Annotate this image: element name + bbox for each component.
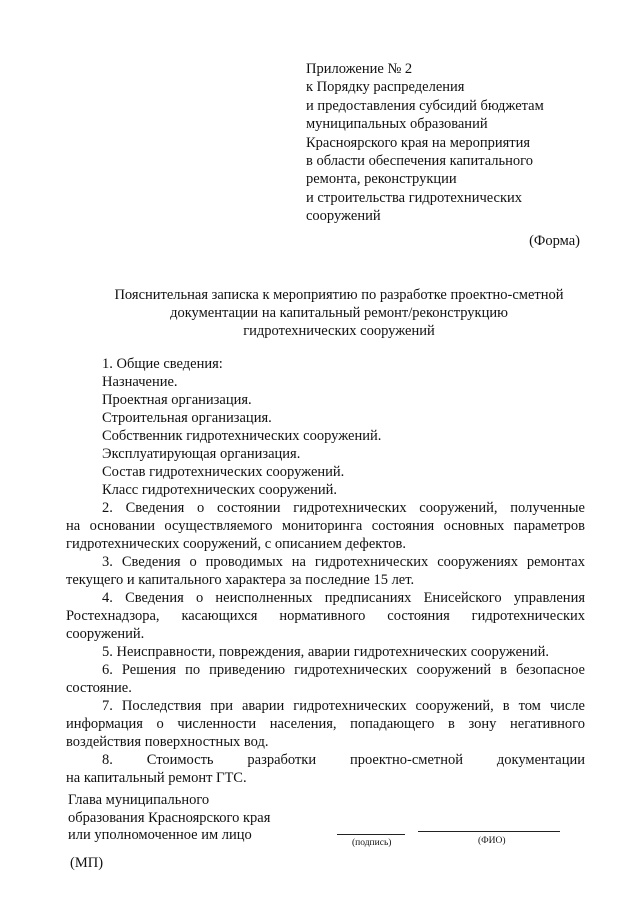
section-item: Строительная организация. — [102, 410, 272, 426]
signatory-line: или уполномоченное им лицо — [68, 827, 252, 843]
paragraph-line: на капитальный ремонт ГТС. — [66, 770, 247, 786]
appendix-line: Приложение № 2 — [306, 61, 413, 77]
stamp-label: (МП) — [70, 855, 104, 871]
section-item: Собственник гидротехнических сооружений. — [102, 428, 382, 444]
section-item: Класс гидротехнических сооружений. — [102, 482, 338, 498]
appendix-line: и предоставления субсидий бюджетам — [306, 97, 544, 114]
signature-caption: (подпись) — [352, 838, 392, 848]
paragraph-line: воздействия поверхностных вод. — [66, 734, 269, 750]
appendix-line: муниципальных образований — [306, 116, 488, 133]
paragraph-line: текущего и капитального характера за последние 15 лет. — [66, 572, 415, 588]
paragraph-line: информация о численности населения, попадающего в зону негативного — [66, 716, 585, 732]
paragraph-line: 8. Стоимость разработки проектно-сметной документации — [102, 752, 585, 768]
appendix-line: и строительства гидротехнических — [306, 189, 523, 206]
signatory-line: Глава муниципального — [68, 792, 210, 808]
paragraph-line: 5. Неисправности, повреждения, аварии гидротехнических сооружений. — [102, 644, 549, 660]
section-item: Проектная организация. — [102, 392, 252, 408]
appendix-line: сооружений — [306, 208, 381, 225]
appendix-block — [306, 60, 544, 226]
appendix-line: ремонта, реконструкции — [306, 171, 457, 188]
title-line: Пояснительная записка к мероприятию по разработке проектно-сметной — [114, 287, 564, 303]
fio-caption: (ФИО) — [478, 836, 506, 846]
section-item: Назначение. — [102, 374, 178, 390]
paragraph-line: 4. Сведения о неисполненных предписаниях Енисейского управления — [102, 590, 585, 606]
signatory-line: образования Красноярского края — [68, 809, 271, 826]
paragraph-line: Ростехнадзора, касающихся нормативного состояния гидротехнических — [66, 608, 585, 624]
paragraph-line: 7. Последствия при аварии гидротехнических сооружений, в том числе — [102, 698, 585, 714]
signature-line — [337, 834, 405, 835]
section-item: Эксплуатирующая организация. — [102, 446, 301, 462]
appendix-line: в области обеспечения капитального — [306, 153, 533, 170]
paragraph-line: 6. Решения по приведению гидротехнических сооружений в безопасное — [102, 662, 585, 678]
appendix-line: к Порядку распределения — [306, 79, 465, 96]
appendix-line: Красноярского края на мероприятия — [306, 134, 531, 151]
section-item: Состав гидротехнических сооружений. — [102, 464, 345, 480]
signature-block — [68, 792, 270, 845]
paragraph-line: состояние. — [66, 680, 132, 696]
fio-line — [418, 831, 560, 832]
paragraph-line: на основании осуществляемого мониторинга состояния основных параметров — [66, 518, 585, 534]
paragraph-line: гидротехнических сооружений, с описанием дефектов. — [66, 536, 406, 552]
form-label: (Форма) — [529, 233, 580, 249]
paragraph-line: 3. Сведения о проводимых на гидротехнических сооружениях ремонтах — [102, 554, 585, 570]
paragraph-line: сооружений. — [66, 626, 145, 642]
document-title — [64, 286, 614, 340]
title-line: документации на капитальный ремонт/реконструкцию — [170, 305, 508, 321]
title-line: гидротехнических сооружений — [243, 323, 435, 339]
section-heading: 1. Общие сведения: — [102, 356, 223, 372]
paragraph-line: 2. Сведения о состоянии гидротехнических сооружений, полученные — [102, 500, 585, 516]
